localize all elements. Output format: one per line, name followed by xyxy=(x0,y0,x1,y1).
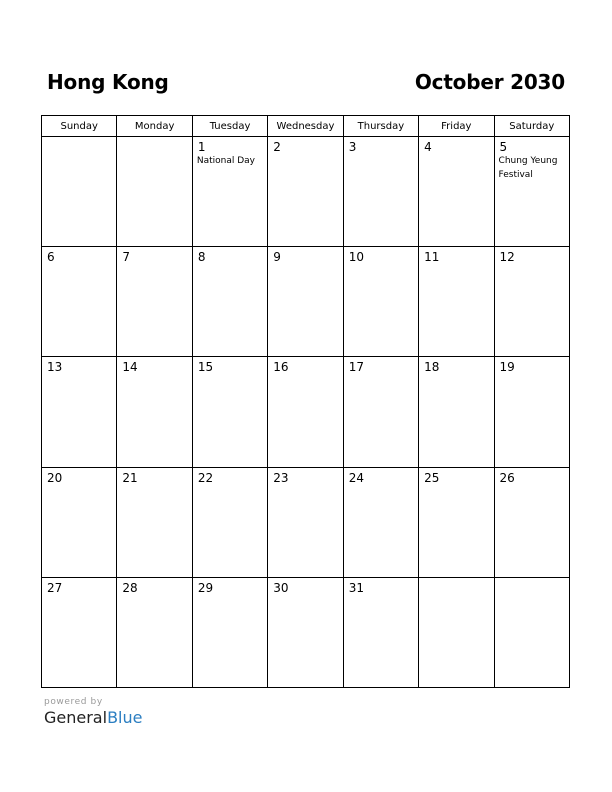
holiday-label: National Day xyxy=(196,156,255,166)
powered-by-text: powered by xyxy=(44,697,103,707)
day-cell xyxy=(192,137,267,247)
day-number xyxy=(419,578,493,581)
day-number xyxy=(495,578,569,581)
day-number: 29 xyxy=(197,580,214,595)
day-cell xyxy=(494,467,569,577)
day-cell xyxy=(343,247,418,357)
day-cell xyxy=(343,577,418,687)
weekday-tuesday: Tuesday xyxy=(192,116,267,137)
day-number xyxy=(117,137,191,140)
day-cell xyxy=(42,247,117,357)
day-cell xyxy=(343,357,418,467)
day-number: 19 xyxy=(499,360,515,375)
day-number: 4 xyxy=(424,140,432,154)
weekday-monday: Monday xyxy=(117,116,192,137)
day-cell xyxy=(494,137,569,247)
day-cell xyxy=(419,467,494,577)
day-number: 11 xyxy=(424,250,440,265)
day-cell xyxy=(419,577,494,687)
day-number: 31 xyxy=(348,580,364,595)
week-row xyxy=(42,467,570,577)
calendar-body xyxy=(42,137,570,688)
weekday-header-row xyxy=(42,116,570,137)
day-number: 13 xyxy=(47,360,63,375)
day-cell xyxy=(42,137,117,247)
day-number: 20 xyxy=(47,470,63,485)
brand-general-text: General xyxy=(44,708,108,727)
day-cell xyxy=(494,247,569,357)
day-number: 10 xyxy=(348,250,364,265)
day-cell xyxy=(268,357,343,467)
day-cell xyxy=(343,137,418,247)
day-cell xyxy=(494,577,569,687)
day-cell xyxy=(268,137,343,247)
day-cell xyxy=(268,247,343,357)
weekday-thursday: Thursday xyxy=(343,116,418,137)
day-number: 23 xyxy=(273,470,289,485)
day-cell xyxy=(419,137,494,247)
day-cell xyxy=(192,357,267,467)
weekday-sunday: Sunday xyxy=(42,116,117,137)
day-cell xyxy=(192,467,267,577)
day-cell xyxy=(268,467,343,577)
day-number: 6 xyxy=(47,250,55,265)
day-number: 27 xyxy=(47,580,63,595)
brand-footer xyxy=(44,697,142,727)
day-number xyxy=(42,137,116,140)
day-cell xyxy=(343,467,418,577)
week-row xyxy=(42,577,570,687)
day-cell xyxy=(268,577,343,687)
calendar-grid xyxy=(41,115,570,688)
brand-blue-text: Blue xyxy=(107,708,143,727)
day-number: 26 xyxy=(499,470,515,485)
day-number: 1 xyxy=(197,140,206,154)
day-number: 17 xyxy=(348,360,364,375)
weekday-saturday: Saturday xyxy=(494,116,569,137)
day-number: 15 xyxy=(197,360,214,375)
day-number: 12 xyxy=(499,250,515,265)
day-cell xyxy=(117,357,192,467)
day-cell xyxy=(117,467,192,577)
day-cell xyxy=(42,467,117,577)
holiday-label: Chung Yeung Festival xyxy=(498,156,558,180)
day-number: 5 xyxy=(499,140,508,154)
day-cell xyxy=(494,357,569,467)
day-number: 24 xyxy=(348,470,364,485)
day-number: 21 xyxy=(122,470,138,485)
month-title: October 2030 xyxy=(414,70,565,94)
day-number: 25 xyxy=(424,470,440,485)
day-number: 16 xyxy=(273,360,289,375)
day-number: 9 xyxy=(273,250,281,265)
day-cell xyxy=(42,577,117,687)
day-number: 28 xyxy=(122,580,138,595)
day-cell xyxy=(419,357,494,467)
day-cell xyxy=(192,577,267,687)
page-title: Hong Kong xyxy=(47,70,169,94)
day-number: 14 xyxy=(122,360,138,375)
day-cell xyxy=(117,137,192,247)
day-number: 30 xyxy=(273,580,289,595)
day-cell xyxy=(117,247,192,357)
day-cell xyxy=(419,247,494,357)
week-row xyxy=(42,137,570,247)
day-number: 8 xyxy=(197,250,206,265)
day-number: 2 xyxy=(273,140,281,154)
week-row xyxy=(42,357,570,467)
brand-logo xyxy=(44,708,142,727)
day-number: 7 xyxy=(122,250,131,265)
day-number: 18 xyxy=(424,360,440,375)
day-cell xyxy=(42,357,117,467)
day-number: 22 xyxy=(197,470,214,485)
weekday-wednesday: Wednesday xyxy=(268,116,343,137)
weekday-friday: Friday xyxy=(419,116,494,137)
week-row xyxy=(42,247,570,357)
day-cell xyxy=(192,247,267,357)
day-cell xyxy=(117,577,192,687)
day-number: 3 xyxy=(348,140,357,154)
